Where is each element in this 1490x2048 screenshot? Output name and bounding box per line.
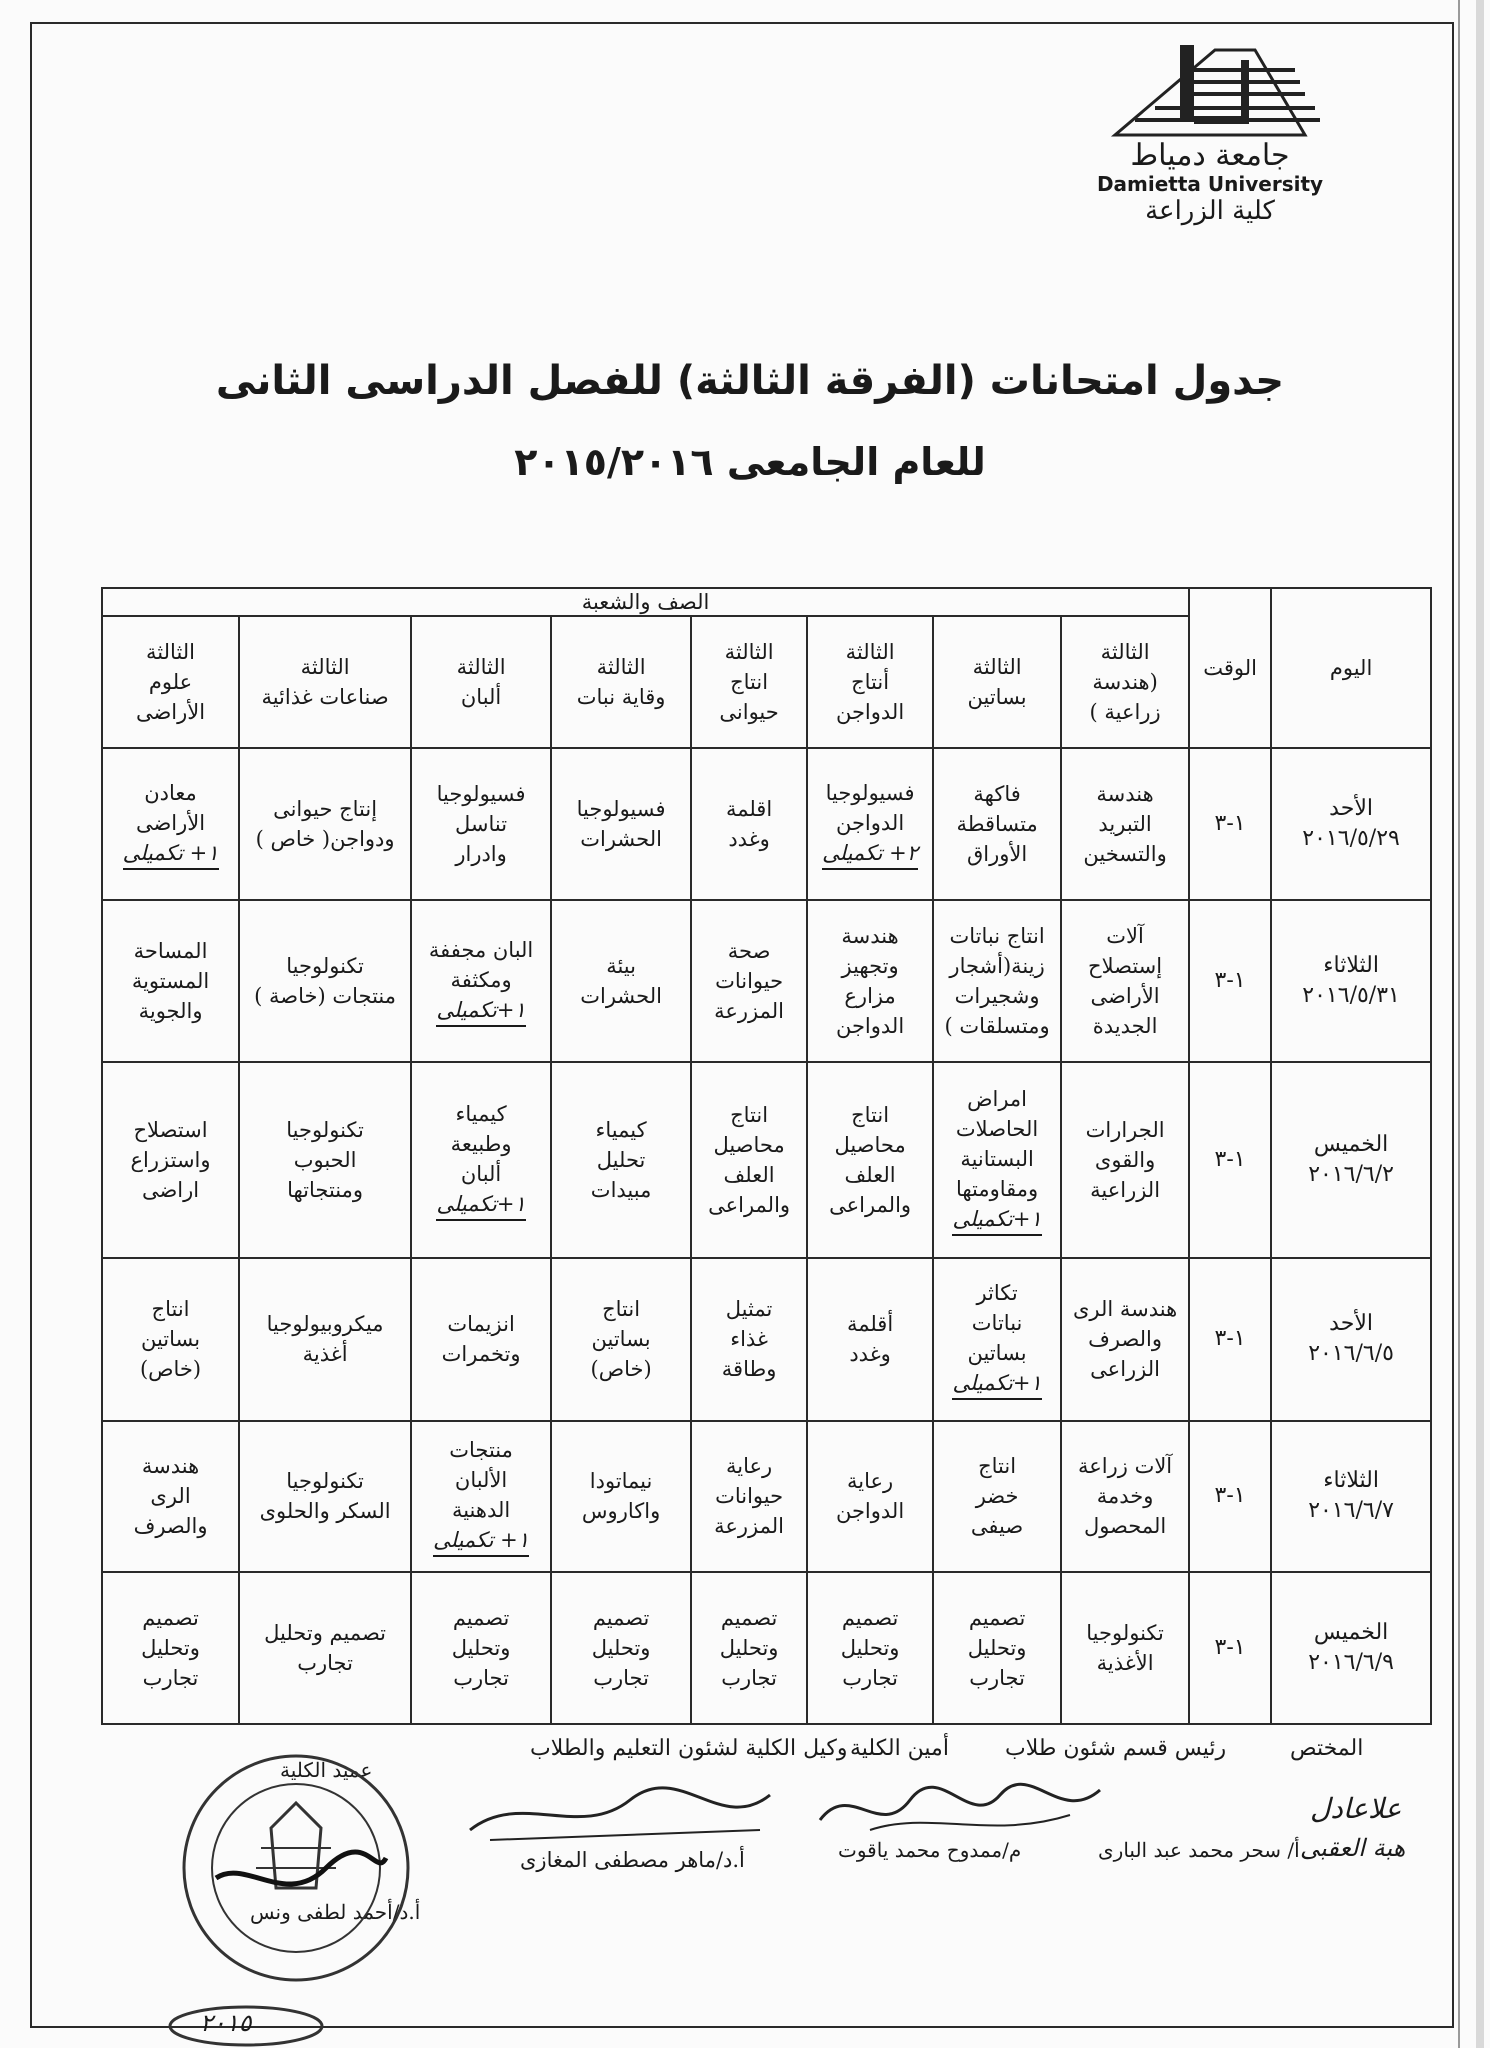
exam-subject: تكنولوجيا منتجات (خاصة )	[254, 954, 396, 1008]
secretary-signature-scribble	[810, 1770, 1110, 1850]
logo-arabic-name: جامعة دمياط	[1130, 138, 1290, 173]
exam-subject: اقلمة وغدد	[725, 796, 773, 851]
exam-subject: تكاثر نباتات بساتين	[967, 1281, 1027, 1366]
exam-subject: انتاج محاصيل العلف والمراعى	[829, 1103, 912, 1218]
exam-subject: انتاج خضر صيفى	[970, 1454, 1024, 1539]
division-header: الثالثة انتاج حيوانى	[691, 616, 807, 748]
division-header: الثالثة أنتاج الدواجن	[807, 616, 933, 748]
exam-cell	[239, 1258, 411, 1421]
exam-cell	[102, 1062, 239, 1258]
role-vice-dean: وكيل الكلية لشئون التعليم والطلاب	[530, 1736, 848, 1761]
exam-subject: كيمياء وطبيعة ألبان	[450, 1102, 512, 1187]
exam-subject: تصميم وتحليل تجارب	[264, 1621, 387, 1676]
exam-cell	[102, 900, 239, 1063]
role-dean: عميد الكلية	[280, 1758, 373, 1782]
exam-subject: آلات إستصلاح الأراضى الجديدة	[1088, 924, 1163, 1038]
day-cell	[1271, 1421, 1431, 1573]
exam-schedule-table	[101, 587, 1432, 1725]
exam-cell	[411, 1258, 551, 1421]
exam-subject: استصلاح واستزراع اراضى	[130, 1118, 211, 1203]
exam-subject: تكنولوجيا الحبوب ومنتجاتها	[286, 1118, 364, 1203]
exam-cell	[551, 748, 691, 900]
day-cell	[1271, 1572, 1431, 1724]
exam-cell	[411, 1421, 551, 1573]
exam-cell	[933, 900, 1061, 1063]
exam-cell	[411, 900, 551, 1063]
exam-cell	[102, 1421, 239, 1573]
exam-subject: بيئة الحشرات	[580, 954, 662, 1008]
handwritten-signature: علاعادل	[1310, 1792, 1402, 1825]
exam-cell	[933, 1062, 1061, 1258]
exam-cell	[1061, 1062, 1189, 1258]
exam-cell	[807, 748, 933, 900]
schedule-row	[102, 1258, 1431, 1421]
exam-cell	[102, 1572, 239, 1724]
supplementary-note: ١+ تكميلى	[433, 1525, 529, 1557]
time-cell: ١-٣	[1189, 1258, 1271, 1421]
division-group-header: الصف والشعبة	[102, 588, 1189, 616]
day-cell	[1271, 900, 1431, 1063]
supplementary-note: ١+تكميلى	[436, 1189, 525, 1221]
role-student-affairs-head: رئيس قسم شئون طلاب	[1005, 1736, 1227, 1761]
exam-subject: الجرارات والقوى الزراعية	[1085, 1118, 1165, 1203]
exam-subject: منتجات الألبان الدهنية	[449, 1438, 513, 1523]
day-date: ٢٠١٦/٦/٥	[1308, 1341, 1394, 1367]
name-student-affairs-head: أ/ سحر محمد عبد البارى	[1098, 1838, 1300, 1862]
exam-cell	[807, 900, 933, 1063]
table-header-group-row	[102, 588, 1431, 616]
exam-subject: انتاج بساتين (خاص)	[139, 1297, 202, 1382]
day-name: الثلاثاء	[1323, 1468, 1379, 1494]
day-date: ٢٠١٦/٥/٣١	[1302, 983, 1400, 1008]
exam-subject: البان مجففة ومكثفة	[428, 938, 534, 992]
exam-cell	[691, 1572, 807, 1724]
role-faculty-secretary: أمين الكلية	[850, 1736, 949, 1761]
day-name: الثلاثاء	[1323, 953, 1379, 978]
exam-cell	[807, 1421, 933, 1573]
vice-dean-signature-scribble	[460, 1770, 780, 1850]
exam-subject: فسيولوجيا تناسل وادرار	[436, 781, 526, 866]
academic-year: للعام الجامعى ٢٠١٥/٢٠١٦	[514, 440, 986, 484]
exam-subject: تصميم وتحليل تجارب	[967, 1606, 1027, 1691]
exam-cell	[411, 748, 551, 900]
day-date: ٢٠١٦/٦/٢	[1308, 1162, 1394, 1188]
exam-subject: نيماتودا واكاروس	[581, 1469, 661, 1524]
exam-subject: تصميم وتحليل تجارب	[591, 1606, 651, 1691]
name-faculty-secretary: م/ممدوح محمد ياقوت	[838, 1838, 1022, 1862]
exam-subject: آلات زراعة وخدمة المحصول	[1077, 1454, 1173, 1539]
time-cell: ١-٣	[1189, 1421, 1271, 1573]
exam-subject: صحة حيوانات المزرعة	[714, 939, 785, 1023]
supplementary-note: ١+تكميلى	[952, 1204, 1041, 1236]
day-date: ٢٠١٦/٥/٢٩	[1302, 825, 1400, 851]
exam-subject: رعاية حيوانات المزرعة	[714, 1454, 785, 1539]
exam-subject: تكنولوجيا السكر والحلوى	[259, 1469, 391, 1524]
exam-subject: انزيمات وتخمرات	[441, 1312, 521, 1367]
division-header: الثالثة صناعات غذائية	[239, 616, 411, 748]
scan-edge-shadow	[1476, 0, 1484, 2048]
division-header: الثالثة بساتين	[933, 616, 1061, 748]
time-cell: ١-٣	[1189, 900, 1271, 1063]
supplementary-note: ٢+ تكميلى	[822, 838, 918, 870]
exam-cell	[239, 1062, 411, 1258]
exam-cell	[933, 1572, 1061, 1724]
exam-cell	[933, 1421, 1061, 1573]
exam-cell	[691, 1062, 807, 1258]
exam-subject: تصميم وتحليل تجارب	[451, 1606, 511, 1691]
exam-cell	[691, 1258, 807, 1421]
faculty-seal-icon	[176, 1748, 416, 1988]
exam-cell	[1061, 748, 1189, 900]
exam-subject: فاكهة متساقطة الأوراق	[956, 781, 1038, 866]
role-specialist: المختص	[1290, 1736, 1364, 1761]
exam-subject: تمثيل غذاء وطاقة	[721, 1297, 777, 1382]
exam-subject: هندسة التبريد والتسخين	[1083, 781, 1167, 866]
exam-cell	[411, 1062, 551, 1258]
exam-cell	[1061, 1258, 1189, 1421]
university-logo	[1090, 30, 1330, 226]
scan-edge-line	[1458, 0, 1460, 2048]
exam-cell	[1061, 1421, 1189, 1573]
exam-subject: تكنولوجيا الأغذية	[1086, 1621, 1164, 1676]
exam-cell	[807, 1572, 933, 1724]
exam-subject: انتاج محاصيل العلف والمراعى	[708, 1103, 791, 1218]
exam-cell	[691, 1421, 807, 1573]
exam-subject: كيمياء تحليل مبيدات	[590, 1118, 652, 1203]
day-name: الأحد	[1329, 1311, 1373, 1337]
name-dean: أ.د/أحمد لطفى ونس	[250, 1900, 421, 1924]
exam-subject: إنتاج حيوانى ودواجن( خاص )	[255, 796, 395, 851]
schedule-row	[102, 1062, 1431, 1258]
exam-cell	[807, 1258, 933, 1421]
day-date: ٢٠١٦/٦/٩	[1308, 1650, 1394, 1676]
name-vice-dean: أ.د/ماهر مصطفى المغازى	[520, 1848, 745, 1872]
time-cell: ١-٣	[1189, 748, 1271, 900]
exam-subject: رعاية الدواجن	[835, 1469, 905, 1524]
exam-cell	[1061, 900, 1189, 1063]
division-header: الثالثة وقاية نبات	[551, 616, 691, 748]
exam-subject: فسيولوجيا الدواجن	[825, 780, 915, 835]
exam-cell	[411, 1572, 551, 1724]
exam-subject: معادن الأراضى	[135, 780, 206, 835]
oval-stamp-number: ٢٠١٥	[200, 2009, 252, 2037]
supplementary-note: ١+تكميلى	[952, 1368, 1041, 1400]
exam-cell	[1061, 1572, 1189, 1724]
exam-subject: انتاج بساتين (خاص)	[590, 1297, 652, 1382]
exam-cell	[551, 1421, 691, 1573]
day-cell	[1271, 1258, 1431, 1421]
schedule-row	[102, 900, 1431, 1063]
exam-cell	[239, 1572, 411, 1724]
exam-subject: تصميم وتحليل تجارب	[719, 1606, 779, 1691]
time-cell: ١-٣	[1189, 1062, 1271, 1258]
exam-cell	[239, 900, 411, 1063]
supplementary-note: ١+تكميلى	[436, 995, 525, 1027]
schedule-row	[102, 748, 1431, 900]
exam-subject: تصميم وتحليل تجارب	[141, 1606, 200, 1691]
exam-subject: المساحة المستوية والجوية	[131, 939, 210, 1023]
logo-english-name: Damietta University	[1096, 172, 1324, 196]
exam-cell	[239, 748, 411, 900]
exam-subject: امراض الحاصلات البستانية ومقاومتها	[955, 1087, 1039, 1202]
exam-subject: تصميم وتحليل تجارب	[840, 1606, 900, 1691]
exam-subject: هندسة الرى والصرف الزراعى	[1072, 1297, 1178, 1382]
exam-cell	[691, 748, 807, 900]
day-header: اليوم	[1271, 588, 1431, 748]
exam-subject: ميكروبيولوجيا أغذية	[266, 1312, 384, 1367]
division-header: الثالثة علوم الأراضى	[102, 616, 239, 748]
exam-cell	[933, 1258, 1061, 1421]
day-name: الأحد	[1329, 795, 1373, 821]
division-header: الثالثة (هندسة زراعية )	[1061, 616, 1189, 748]
exam-cell	[807, 1062, 933, 1258]
time-header: الوقت	[1189, 588, 1271, 748]
exam-cell	[102, 1258, 239, 1421]
faculty-name: كلية الزراعة	[1145, 196, 1275, 226]
day-name: الخميس	[1313, 1620, 1389, 1646]
exam-subject: انتاج نباتات زينة(أشجار وشجيرات ومتسلقات )	[944, 924, 1050, 1038]
exam-cell	[239, 1421, 411, 1573]
day-date: ٢٠١٦/٦/٧	[1308, 1498, 1394, 1524]
exam-cell	[551, 900, 691, 1063]
time-cell: ١-٣	[1189, 1572, 1271, 1724]
exam-cell	[551, 1258, 691, 1421]
schedule-row	[102, 1572, 1431, 1724]
schedule-title: جدول امتحانات (الفرقة الثالثة) للفصل الدراسى الثانى	[215, 358, 1285, 404]
day-name: الخميس	[1313, 1132, 1389, 1158]
exam-subject: فسيولوجيا الحشرات	[576, 796, 666, 851]
exam-cell	[551, 1572, 691, 1724]
exam-subject: أقلمة وغدد	[846, 1312, 894, 1367]
schedule-body	[102, 748, 1431, 1724]
division-header: الثالثة ألبان	[411, 616, 551, 748]
exam-subject: هندسة وتجهيز مزارع الدواجن	[835, 924, 905, 1038]
exam-cell	[691, 900, 807, 1063]
exam-subject: هندسة الرى والصرف	[133, 1454, 208, 1539]
day-cell	[1271, 1062, 1431, 1258]
exam-cell	[933, 748, 1061, 900]
handwritten-signature: هبة العقبى	[1300, 1834, 1406, 1862]
exam-cell	[551, 1062, 691, 1258]
university-emblem-icon	[1095, 30, 1325, 140]
exam-cell	[102, 748, 239, 900]
schedule-row	[102, 1421, 1431, 1573]
day-cell	[1271, 748, 1431, 900]
supplementary-note: ١+ تكميلى	[123, 838, 219, 870]
